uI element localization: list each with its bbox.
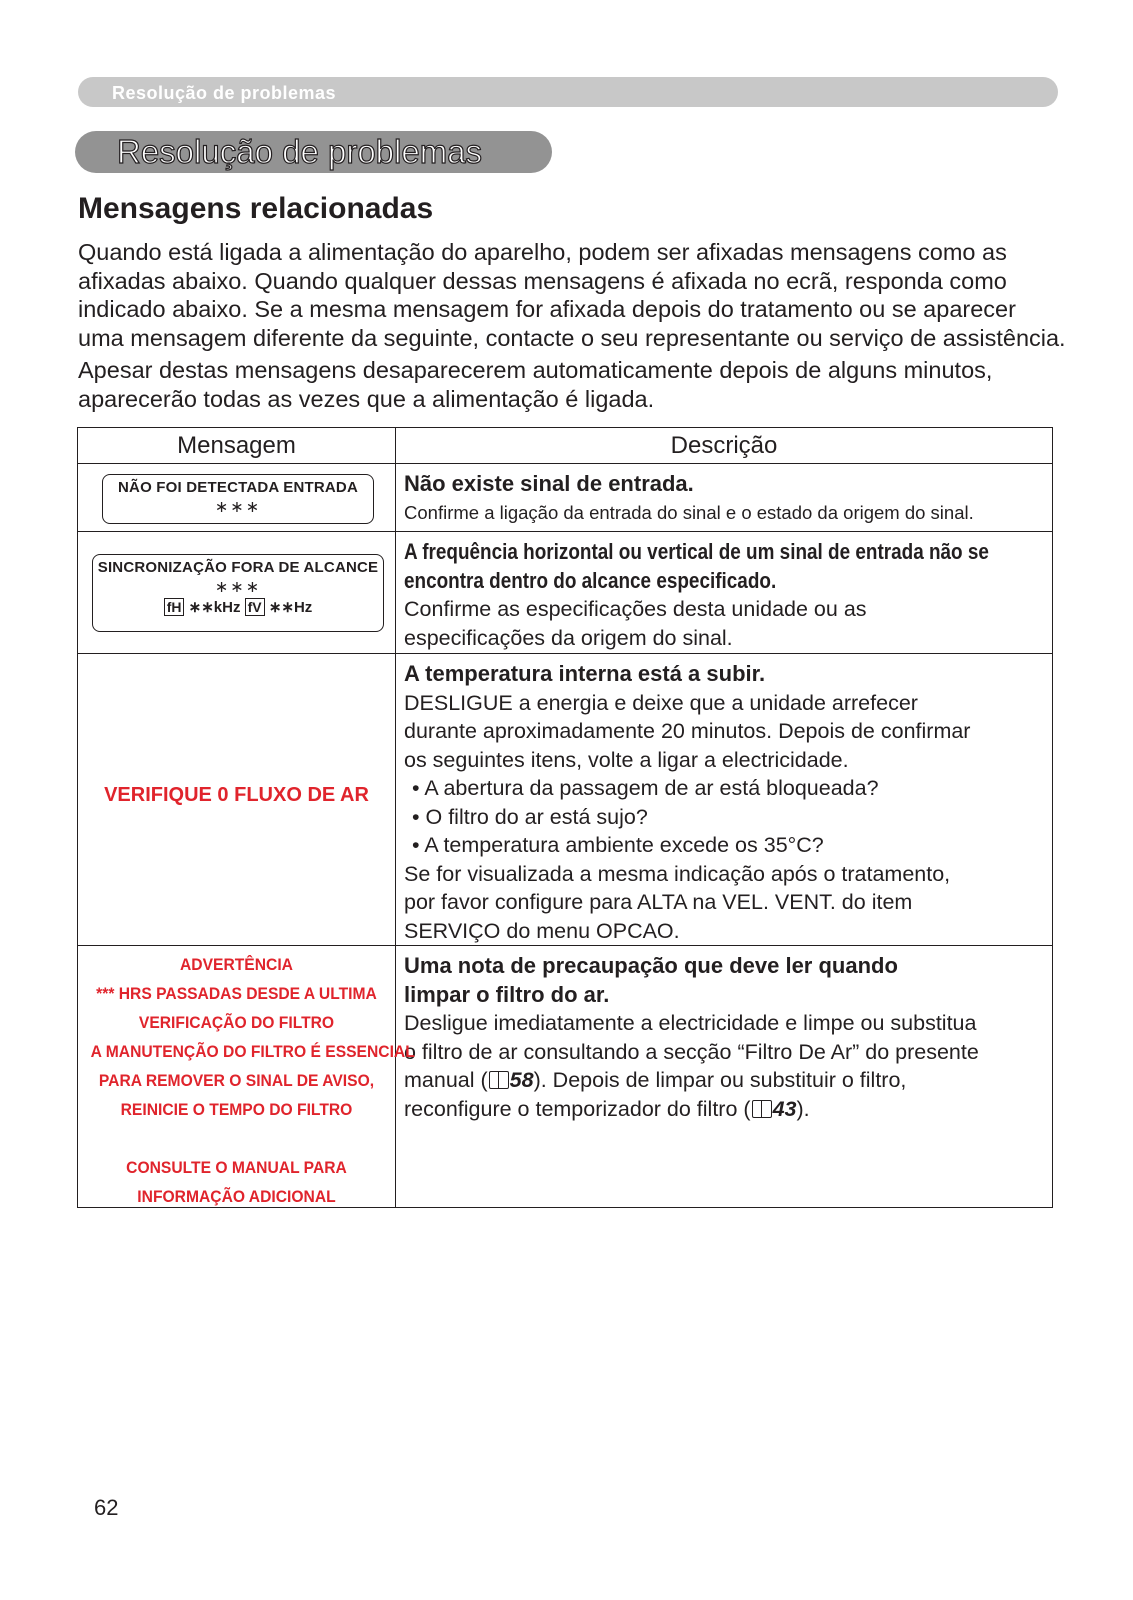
message-stars: ∗∗∗ — [214, 499, 262, 516]
message-cell — [78, 464, 396, 532]
column-header-description: Descrição — [396, 428, 1053, 464]
fh-value: ∗∗kHz — [188, 599, 241, 616]
column-header-message: Mensagem — [78, 428, 396, 464]
fh-label: fH — [164, 598, 185, 616]
description-cell — [396, 654, 1053, 946]
message-text: NÃO FOI DETECTADA ENTRADA — [118, 479, 358, 496]
onscreen-message-box — [102, 474, 374, 524]
manual-book-icon — [752, 1100, 772, 1118]
warning-line: INFORMAÇÃO ADICIONAL — [137, 1187, 336, 1206]
description-text — [404, 1095, 1044, 1124]
onscreen-message-box — [92, 554, 384, 632]
description-text: o filtro de ar consultando a secção “Filtro De Ar” do presente — [404, 1039, 979, 1064]
description-title: Uma nota de precaupação que deve ler quando — [404, 953, 898, 978]
warning-line: PARA REMOVER O SINAL DE AVISO, — [98, 1071, 375, 1090]
description-title: limpar o filtro do ar. — [404, 981, 610, 1007]
table-row — [78, 946, 1053, 1208]
text-fragment: ). Depois de limpar ou substituir o filtro, — [533, 1068, 907, 1092]
description-text: especificações da origem do sinal. — [404, 625, 733, 650]
warning-line: REINICIE O TEMPO DO FILTRO — [120, 1100, 353, 1119]
table-row — [78, 532, 1053, 654]
fv-label: fV — [245, 598, 265, 616]
description-text: DESLIGUE a energia e deixe que a unidade arrefecer — [404, 690, 918, 715]
description-text: Desligue imediatamente a electricidade e limpe ou substitua — [404, 1011, 977, 1035]
message-text: SINCRONIZAÇÃO FORA DE ALCANCE — [97, 559, 379, 576]
running-header-bar — [78, 77, 1058, 107]
warning-line: A MANUTENÇÃO DO FILTRO É ESSENCIAL — [90, 1042, 415, 1061]
warning-line: VERIFICAÇÃO DO FILTRO — [138, 1013, 335, 1032]
description-text — [404, 1066, 1044, 1095]
description-cell — [396, 946, 1053, 1208]
description-text: por favor configure para ALTA na VEL. VENT. do item — [404, 890, 913, 914]
description-text: SERVIÇO do menu OPCAO. — [404, 918, 680, 943]
description-title: encontra dentro do alcance especificado. — [404, 567, 777, 593]
table-row — [78, 654, 1053, 946]
message-cell — [78, 654, 396, 946]
page-heading: Mensagens relacionadas — [78, 192, 434, 225]
description-title: A frequência horizontal ou vertical de um sinal de entrada não se — [404, 539, 989, 564]
warning-spacer — [91, 1124, 383, 1153]
filter-warning-message — [90, 950, 415, 1211]
description-text: Se for visualizada a mesma indicação após o tratamento, — [404, 861, 951, 886]
warning-line: ADVERTÊNCIA — [180, 955, 293, 974]
page-reference: 58 — [509, 1068, 534, 1092]
text-fragment: manual ( — [404, 1068, 488, 1092]
description-cell — [396, 464, 1053, 532]
bullet-item: • A temperatura ambiente excede os 35°C? — [412, 833, 824, 857]
message-stars: ∗∗∗ — [214, 579, 262, 596]
text-fragment: reconfigure o temporizador do filtro ( — [404, 1096, 751, 1121]
page-reference: 43 — [772, 1096, 797, 1121]
description-cell — [396, 532, 1053, 654]
description-title: A temperatura interna está a subir. — [404, 661, 766, 686]
bullet-item: • O filtro do ar está sujo? — [412, 804, 648, 829]
message-cell — [78, 946, 415, 1208]
frequency-line — [93, 598, 383, 616]
running-header-title: Resolução de problemas — [112, 83, 337, 103]
text-fragment: ). — [796, 1096, 810, 1121]
messages-table — [77, 427, 1053, 1208]
airflow-warning-message: VERIFIQUE 0 FLUXO DE AR — [104, 784, 369, 806]
description-text: Confirme as especificações desta unidade ou as — [404, 597, 867, 621]
warning-line: CONSULTE O MANUAL PARA — [126, 1158, 347, 1177]
note-paragraph: Apesar destas mensagens desaparecerem automaticamente depois de alguns minutos, aparecerão todas as vezes que a alimentação é ligada. — [78, 357, 993, 412]
manual-book-icon — [489, 1071, 509, 1089]
page-number: 62 — [94, 1495, 119, 1520]
description-text: os seguintes itens, volte a ligar a electricidade. — [404, 747, 849, 772]
section-title: Resolução de problemas — [117, 133, 483, 170]
description-title: Não existe sinal de entrada. — [404, 471, 694, 496]
intro-paragraph: Quando está ligada a alimentação do aparelho, podem ser afixadas mensagens como as afixadas abaixo. Quando qualquer dessas mensagens é afixada no ecrã, responda como indicado abaixo. Se a mesma mensagem for afixada depois do tratamento ou se aparecer uma mensagem diferente da seguinte, contacte o seu representante ou serviço de assistência. — [78, 239, 1066, 351]
warning-line: *** HRS PASSADAS DESDE A ULTIMA — [96, 984, 377, 1003]
fv-value: ∗∗Hz — [268, 599, 313, 616]
description-text: durante aproximadamente 20 minutos. Depois de confirmar — [404, 719, 971, 743]
table-header-row — [78, 428, 1053, 464]
description-text: Confirme a ligação da entrada do sinal e o estado da origem do sinal. — [404, 501, 974, 523]
section-title-pill — [75, 131, 552, 173]
table-row — [78, 464, 1053, 532]
message-cell — [78, 532, 396, 654]
bullet-item: • A abertura da passagem de ar está bloqueada? — [412, 776, 879, 800]
